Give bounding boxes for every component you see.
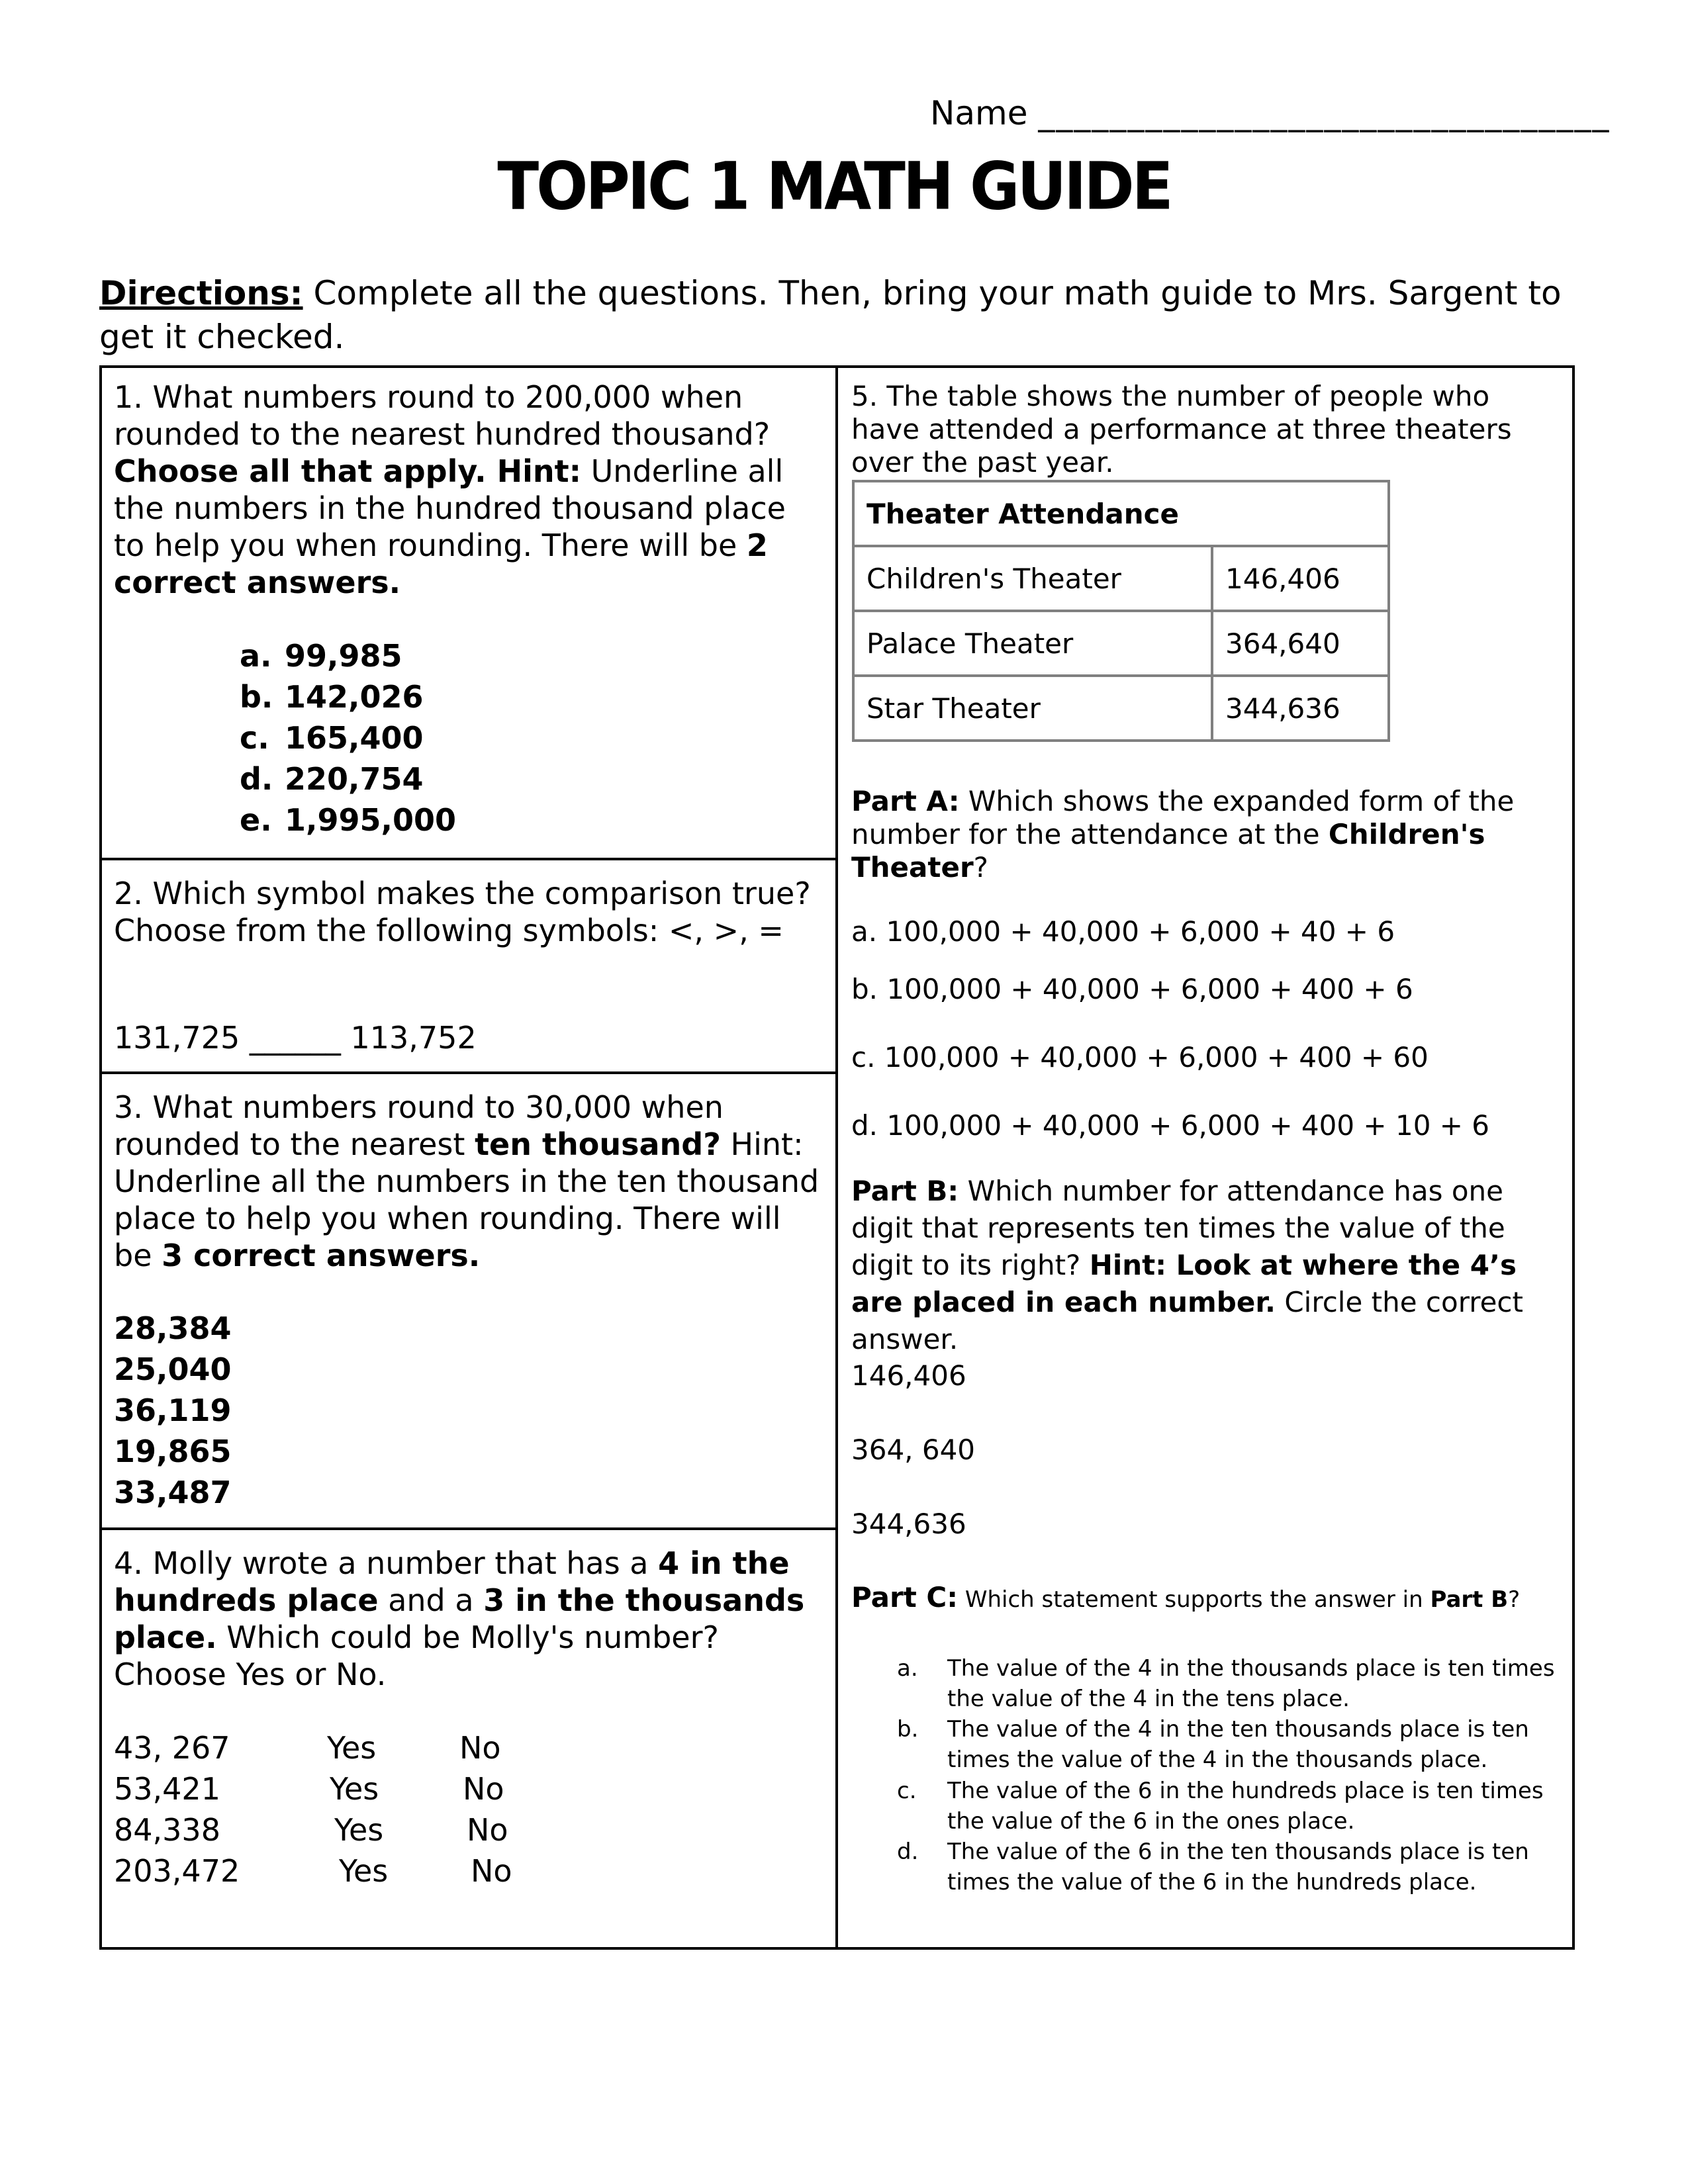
option-text: The value of the 4 in the thousands place is ten times the value of the 4 in the tens place.: [947, 1655, 1555, 1712]
comparison-blank[interactable]: ______: [249, 1020, 341, 1056]
part-c-prompt: [851, 1580, 1560, 1617]
yes-no-row: [114, 1771, 643, 1812]
theater-attendance-table: [852, 480, 1390, 742]
yes-option[interactable]: Yes: [334, 1812, 384, 1848]
q3-number[interactable]: 36,119: [114, 1392, 232, 1428]
option-letter: e.: [240, 802, 272, 838]
option-letter: b.: [897, 1716, 919, 1743]
option-value: 1,995,000: [285, 802, 456, 838]
option-text: The value of the 6 in the hundreds place is ten times the value of the 6 in the ones place.: [947, 1778, 1544, 1835]
comparison-line: [114, 1019, 822, 1056]
part-c-label: Part C:: [851, 1581, 959, 1614]
name-field[interactable]: [930, 94, 1610, 132]
table-row: [853, 611, 1389, 676]
row-divider: [99, 1071, 837, 1074]
part-b-bold: Hint: Look at where the 4’s are placed in each number.: [851, 1249, 1517, 1318]
q3-text: 3. What numbers round to 30,000 when rounded to the nearest: [114, 1089, 724, 1162]
part-a-option[interactable]: c. 100,000 + 40,000 + 6,000 + 400 + 60: [851, 1041, 1429, 1073]
option-letter: d.: [897, 1839, 919, 1865]
page-title: TOPIC 1 MATH GUIDE: [497, 148, 1171, 225]
q4-number: 43, 267: [114, 1730, 230, 1766]
directions-text: Complete all the questions. Then, bring your math guide to Mrs. Sargent to get it checked.: [99, 274, 1562, 356]
q3-number[interactable]: 25,040: [114, 1351, 232, 1387]
q3-number[interactable]: 28,384: [114, 1310, 232, 1346]
table-row: [853, 676, 1389, 741]
question-3-numbers: [114, 1308, 232, 1513]
part-a-text: ?: [973, 851, 988, 884]
q1-bold: 2 correct answers.: [114, 527, 768, 600]
option-value: 165,400: [285, 720, 424, 756]
theater-name: Children's Theater: [853, 546, 1212, 611]
part-c-text: Which statement supports the answer in: [958, 1586, 1430, 1613]
q4-bold: 4 in the hundreds place: [114, 1545, 790, 1618]
q4-number: 203,472: [114, 1853, 240, 1889]
q1-option[interactable]: [240, 799, 456, 841]
table-row: [853, 546, 1389, 611]
option-value: 99,985: [285, 638, 402, 674]
no-option[interactable]: No: [467, 1812, 508, 1848]
no-option[interactable]: No: [471, 1853, 512, 1889]
part-a-option[interactable]: b. 100,000 + 40,000 + 6,000 + 400 + 6: [851, 973, 1413, 1005]
option-value: 220,754: [285, 761, 424, 797]
q3-bold: 3 correct answers.: [162, 1238, 481, 1273]
theater-name: Palace Theater: [853, 611, 1212, 676]
q3-text: Hint: Underline all the numbers in the ten thousand place to help you when rounding. There will be: [114, 1126, 820, 1273]
part-c-text: ?: [1508, 1586, 1521, 1613]
part-a-prompt: [851, 785, 1560, 884]
option-text: The value of the 6 in the ten thousands place is ten times the value of the 6 in the hundreds place.: [947, 1839, 1529, 1895]
q4-number: 53,421: [114, 1771, 220, 1807]
q3-number[interactable]: 19,865: [114, 1433, 232, 1469]
option-letter: a.: [240, 638, 272, 674]
attendance-value: 364,640: [1212, 611, 1389, 676]
part-a-text: Which shows the expanded form of the number for the attendance at the: [851, 785, 1515, 850]
question-2-prompt: 2. Which symbol makes the comparison true? Choose from the following symbols: <, >, =: [114, 876, 811, 948]
yes-option[interactable]: Yes: [339, 1853, 389, 1889]
table-title: Theater Attendance: [853, 481, 1389, 546]
part-b-choice[interactable]: 146,406: [851, 1359, 966, 1392]
no-option[interactable]: No: [459, 1730, 501, 1766]
q4-number: 84,338: [114, 1812, 220, 1848]
part-a-label: Part A:: [851, 785, 960, 817]
part-b-text: Which number for attendance has one digit that represents ten times the value of the digit to its right?: [851, 1175, 1505, 1281]
q1-option[interactable]: [240, 717, 456, 758]
yes-no-row: [114, 1853, 643, 1894]
q1-option[interactable]: [240, 676, 456, 717]
q1-text: Underline all the numbers in the hundred thousand place to help you when rounding. There will be: [114, 453, 786, 563]
option-letter: a.: [897, 1655, 918, 1682]
q3-number[interactable]: 33,487: [114, 1475, 232, 1510]
no-option[interactable]: No: [463, 1771, 504, 1807]
column-divider: [835, 365, 838, 1950]
option-letter: b.: [240, 679, 273, 715]
part-a-option[interactable]: a. 100,000 + 40,000 + 6,000 + 40 + 6: [851, 915, 1395, 948]
option-value: 142,026: [285, 679, 424, 715]
yes-no-row: [114, 1812, 643, 1853]
part-b-label: Part B:: [851, 1175, 959, 1207]
q4-text: and a: [378, 1582, 484, 1618]
attendance-value: 344,636: [1212, 676, 1389, 741]
yes-option[interactable]: Yes: [327, 1730, 377, 1766]
q1-bold: Choose all that apply. Hint:: [114, 453, 581, 489]
part-b-choice[interactable]: 344,636: [851, 1508, 966, 1540]
question-1-prompt: [114, 379, 822, 601]
name-label: Name: [930, 94, 1028, 132]
right-number: 113,752: [350, 1020, 477, 1056]
left-number: 131,725: [114, 1020, 240, 1056]
directions: [99, 271, 1582, 359]
row-divider: [99, 858, 837, 860]
row-divider: [99, 1527, 837, 1530]
part-b-choice[interactable]: 364, 640: [851, 1433, 976, 1466]
yes-option[interactable]: Yes: [330, 1771, 379, 1807]
q4-text: 4. Molly wrote a number that has a: [114, 1545, 659, 1581]
q4-bold: 3 in the thousands place.: [114, 1582, 805, 1655]
directions-label: Directions:: [99, 274, 303, 312]
question-4-prompt: [114, 1545, 822, 1693]
part-a-option[interactable]: d. 100,000 + 40,000 + 6,000 + 400 + 10 + 6: [851, 1109, 1490, 1142]
q3-bold: ten thousand?: [475, 1126, 721, 1162]
question-5-intro: 5. The table shows the number of people who have attended a performance at three theaters over the past year.: [851, 380, 1512, 478]
yes-no-row: [114, 1730, 643, 1771]
q1-option[interactable]: [240, 635, 456, 676]
part-a-bold: Children's Theater: [851, 818, 1485, 884]
theater-name: Star Theater: [853, 676, 1212, 741]
option-letter: c.: [240, 720, 269, 756]
name-blank[interactable]: ________________________________: [1038, 94, 1611, 132]
q4-text: Which could be Molly's number? Choose Yes or No.: [114, 1619, 719, 1692]
option-text: The value of the 4 in the ten thousands place is ten times the value of the 4 in the thousands place.: [947, 1716, 1529, 1773]
q1-option[interactable]: [240, 758, 456, 799]
attendance-value: 146,406: [1212, 546, 1389, 611]
option-letter: c.: [897, 1778, 917, 1804]
q1-text: 1. What numbers round to 200,000 when rounded to the nearest hundred thousand?: [114, 379, 771, 452]
option-letter: d.: [240, 761, 273, 797]
part-c-bold: Part B: [1430, 1586, 1509, 1613]
question-1-options: [240, 635, 456, 841]
part-b-prompt: [851, 1173, 1560, 1358]
part-b-text: Circle the correct answer.: [851, 1286, 1523, 1355]
question-3-prompt: [114, 1089, 822, 1274]
